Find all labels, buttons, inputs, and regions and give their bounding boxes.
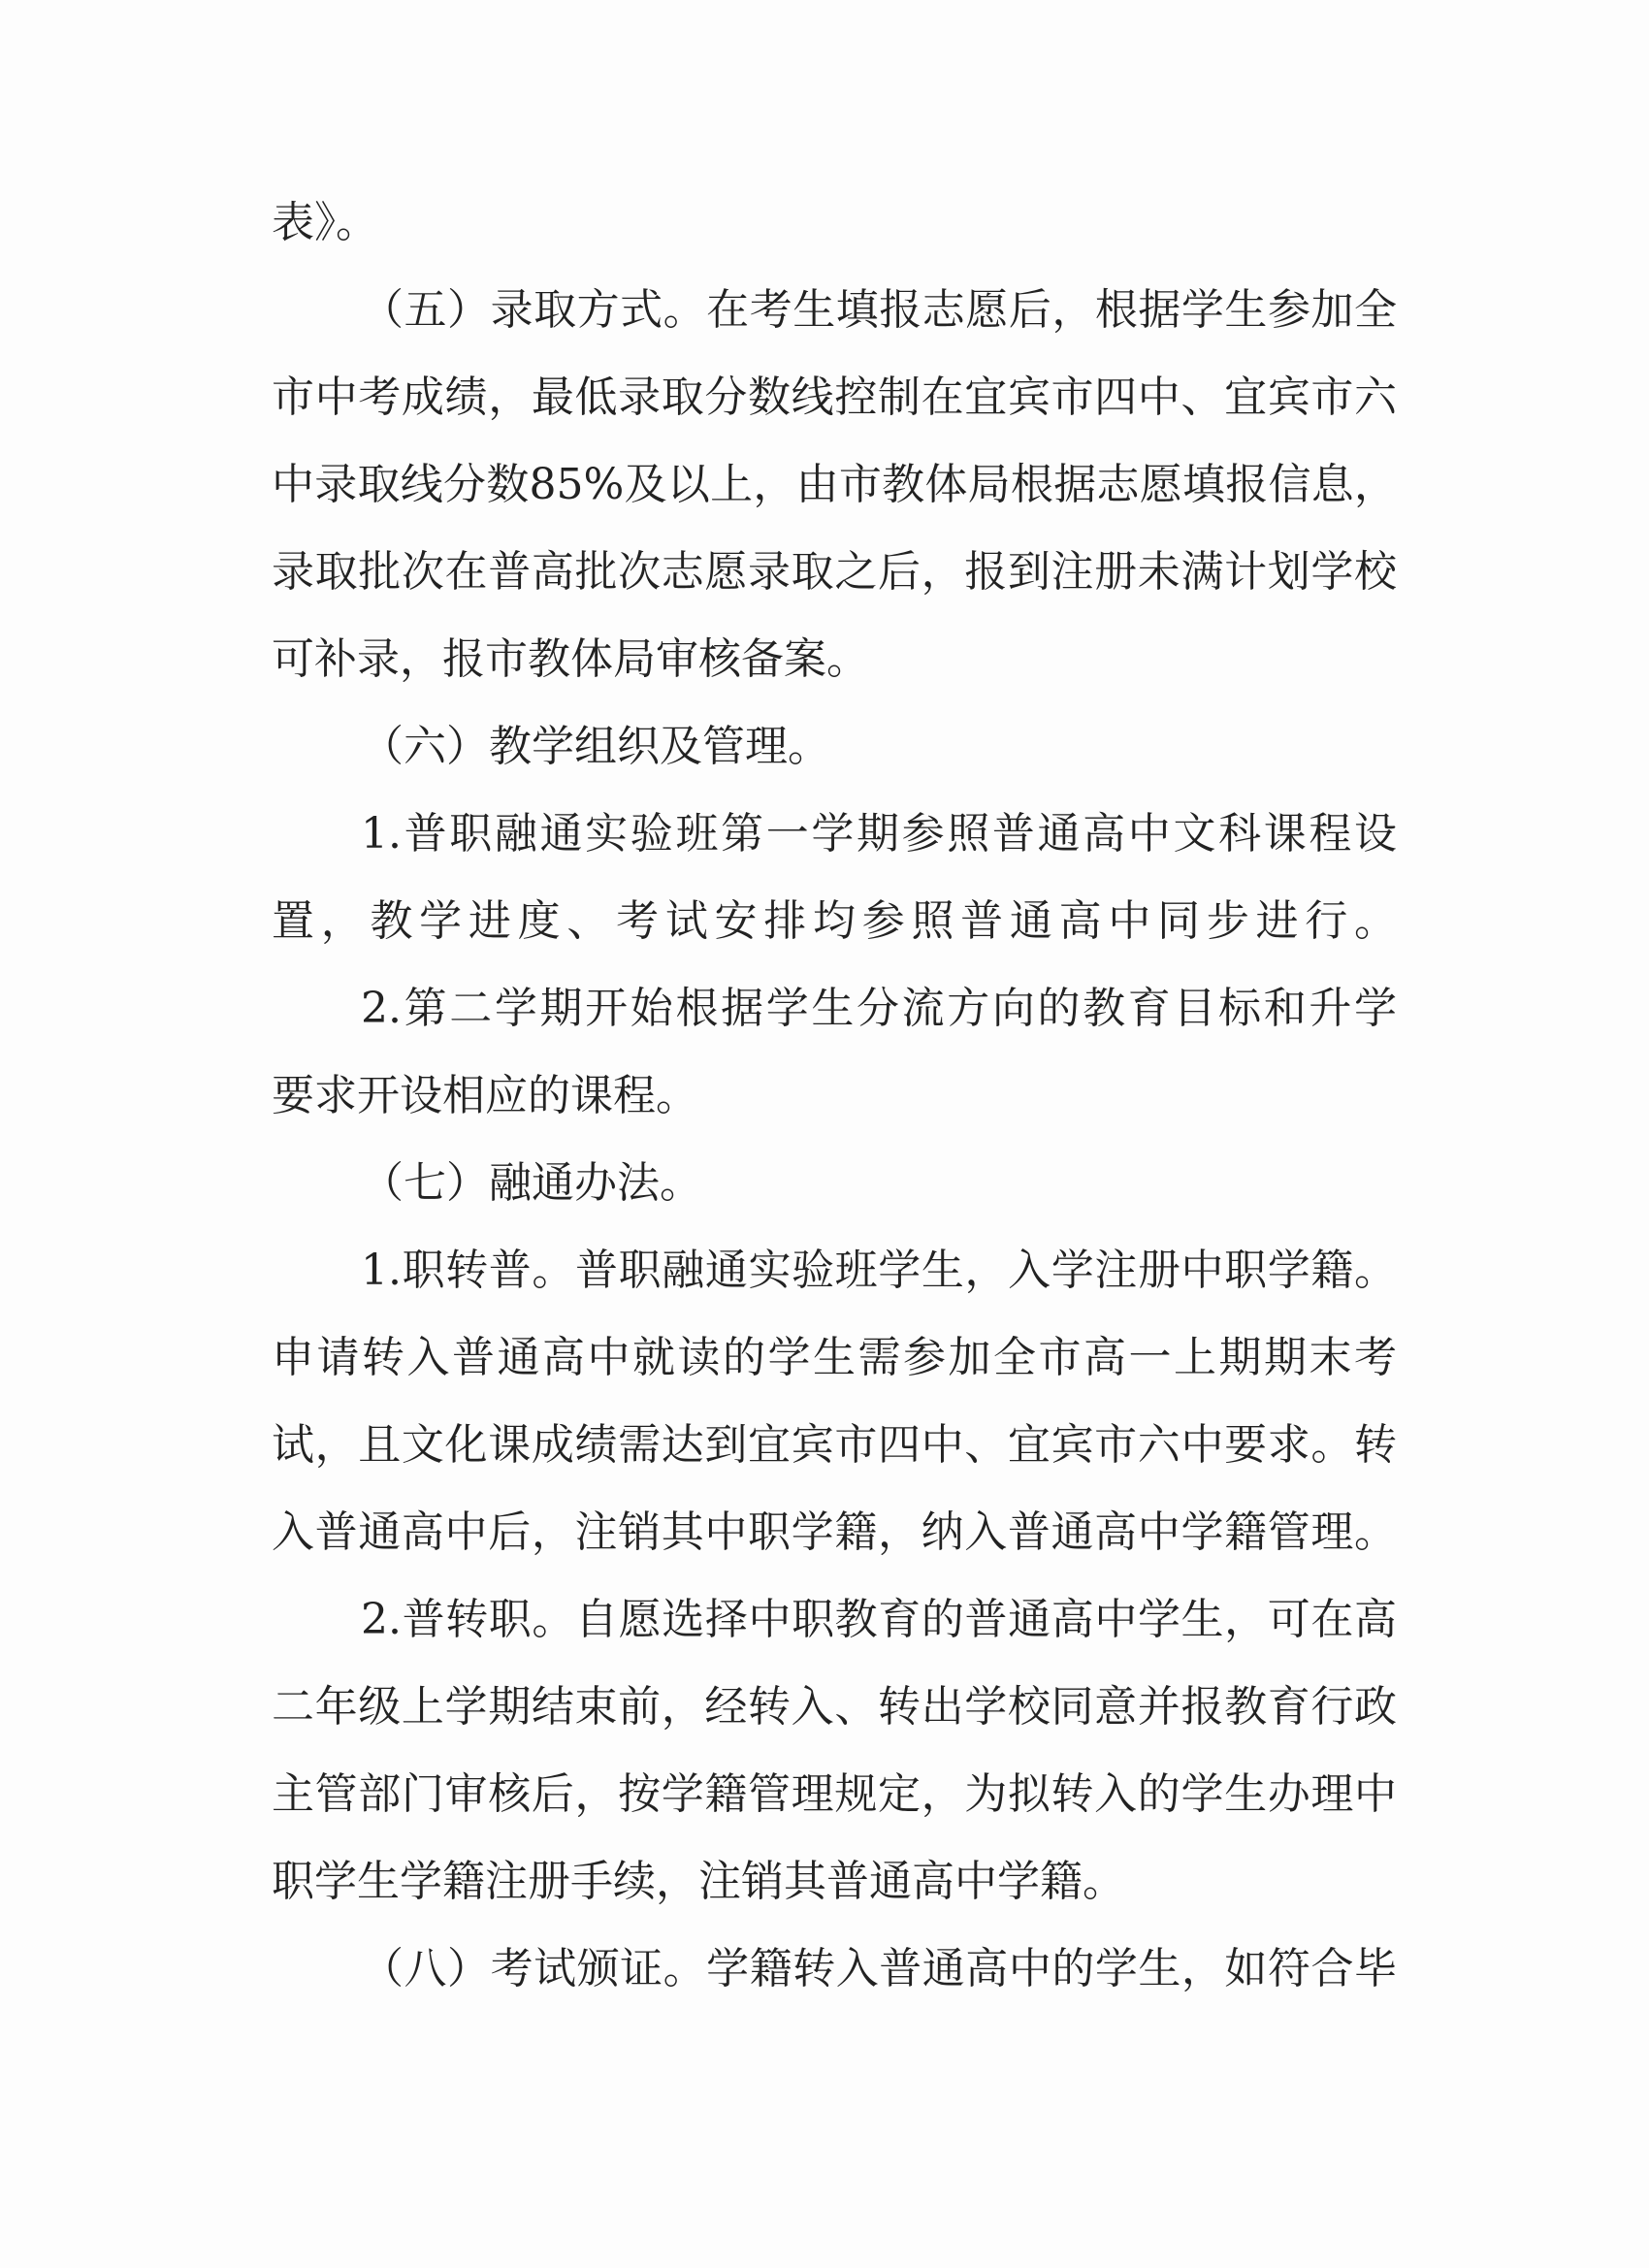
text-line-2: （五）录取方式。在考生填报志愿后，根据学生参加全 [361, 285, 1397, 335]
text-line-17: 2.普转职。自愿选择中职教育的普通高中学生，可在高 [361, 1595, 1397, 1644]
text-line-8: 1.普职融通实验班第一学期参照普通高中文科课程设 [361, 809, 1397, 859]
text-line-19: 主管部门审核后，按学籍管理规定，为拟转入的学生办理中 [272, 1769, 1397, 1819]
text-line-6: 可补录，报市教体局审核备案。 [272, 634, 869, 684]
text-line-14: 申请转入普通高中就读的学生需参加全市高一上期期末考 [272, 1333, 1397, 1382]
text-line-16: 入普通高中后，注销其中职学籍，纳入普通高中学籍管理。 [272, 1507, 1397, 1557]
text-line-20: 职学生学籍注册手续，注销其普通高中学籍。 [272, 1857, 1125, 1906]
text-line-3: 市中考成绩，最低录取分数线控制在宜宾市四中、宜宾市六 [272, 373, 1397, 422]
text-line-11: 要求开设相应的课程。 [272, 1071, 698, 1120]
text-line-5: 录取批次在普高批次志愿录取之后，报到注册未满计划学校 [272, 547, 1397, 597]
text-line-10: 2.第二学期开始根据学生分流方向的教育目标和升学 [361, 984, 1397, 1033]
text-line-18: 二年级上学期结束前，经转入、转出学校同意并报教育行政 [272, 1682, 1397, 1732]
text-line-9: 置，教学进度、考试安排均参照普通高中同步进行。 [272, 896, 1397, 946]
text-line-4: 中录取线分数85%及以上，由市教体局根据志愿填报信息， [272, 460, 1397, 509]
text-line-12: （七）融通办法。 [361, 1158, 702, 1208]
text-line-15: 试，且文化课成绩需达到宜宾市四中、宜宾市六中要求。转 [272, 1420, 1397, 1470]
text-line-21: （八）考试颁证。学籍转入普通高中的学生，如符合毕 [361, 1944, 1397, 1993]
text-line-7: （六）教学组织及管理。 [361, 722, 830, 771]
text-line-13: 1.职转普。普职融通实验班学生，入学注册中职学籍。 [361, 1246, 1397, 1295]
text-line-1: 表》。 [272, 198, 378, 247]
